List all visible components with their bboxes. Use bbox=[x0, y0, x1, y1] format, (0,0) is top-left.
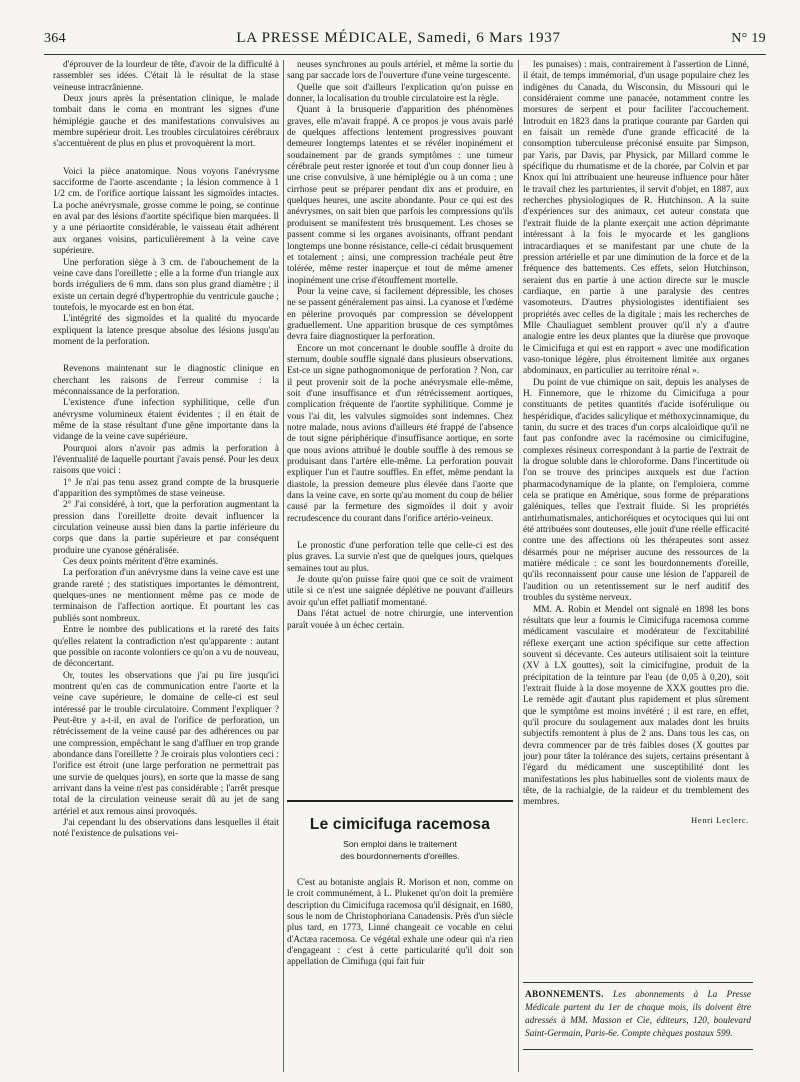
paragraph: La perforation d'un anévrysme dans la veine cave est une grande rareté ; des statistiques importantes le démontrent, quelques-unes ne mentionnent même pas ce mode de terminaison de l'affection aortique. Et pourtant les cas publiés sont nombreux. bbox=[53, 568, 279, 624]
paragraph: Voici la pièce anatomique. Nous voyons l'anévrysme sacciforme de l'aorte ascendante ; la lésion commence à 1 1/2 cm. de l'orifice aortique laissant les sigmoïdes intactes. La poche anévrysmale, grosse comme le poing, se continue en aval par des lésions d'aortite spécifique bien marquées. Il y a une périaortite considérable, le vaisseau était adhérent aux organes voisins, particulièrement à la veine cave supérieure. bbox=[53, 166, 279, 257]
paragraph: 2° J'ai considéré, à tort, que la perforation augmentant la pression dans l'oreillette droite devait influencer la circulation veineuse aussi bien dans la partie inférieure du corps que dans la partie supérieure et par conséquent produire une cyanose généralisée. bbox=[53, 500, 279, 556]
paragraph: Quelle que soit d'ailleurs l'explication qu'on puisse en donner, la localisation du trouble circulatoire est la règle. bbox=[287, 82, 513, 105]
paragraph: 1° Je n'ai pas tenu assez grand compte de la brusquerie d'apparition des symptômes de stase veineuse. bbox=[53, 477, 279, 500]
subscription-notice bbox=[523, 982, 753, 1050]
column-3 bbox=[523, 60, 749, 826]
issue-number: N° 19 bbox=[731, 31, 766, 46]
author-signature: Henri Leclerc. bbox=[690, 814, 749, 825]
column-divider-1 bbox=[283, 60, 284, 1072]
paragraph: Or, toutes les observations que j'ai pu lire jusqu'ici montrent qu'en cas de communication entre l'aorte et la veine cave supérieure, le domaine de celle-ci est seul intéressé par le trouble circulatoire. Comment l'expliquer ? Peut-être y a-t-il, en aval de l'orifice de perforation, un rétrécissement de la veine causé par des adhérences ou par une compression, empêchant le sang d'affluer en trop grande abondance dans l'oreillette ? Je croirais plus volontiers ceci : l'orifice est étroit (une large perforation ne permettrait pas une survie de quelques jours), en sorte que la masse de sang arrivant dans la veine n'est pas considérable ; l'arrêt presque total de la circulation veineuse serait dû au jet de sang artériel et aux remous ainsi provoqués. bbox=[53, 670, 279, 817]
article-subtitle-line-2: des bourdonnements d'oreilles. bbox=[340, 851, 460, 861]
article-subtitle-line-1: Son emploi dans le traitement bbox=[343, 839, 457, 849]
notice-lead: ABONNEMENTS. bbox=[525, 990, 604, 1000]
article-body bbox=[287, 878, 513, 969]
notice-text: Les abonnements à La Presse Médicale partent du 1er de chaque mois, ils doivent être adressés à MM. Masson et Cie, éditeurs, 120, boulevard Saint-Germain, Paris-6e. Compte chèques postaux 599. bbox=[525, 990, 751, 1039]
paragraph: MM. A. Robin et Mendel ont signalé en 1898 les bons résultats que leur a fournis le Cimicifuga racemosa comme médicament vasculaire et modérateur de l'excitabilité réflexe exerçant une action spécifique sur cette affection souvent si décevante. Ces auteurs utilisaient soit la teinture (XV à LX gouttes), soit la cimicifugine, produit de la précipitation de la teinture par l'eau (de 0,05 à 0,20), soit l'extrait fluide à la dose moyenne de XXX gouttes pro die. Le remède agit d'autant plus rapidement et plus sûrement que le symptôme est moins invétéré ; il est rare, en effet, qu'il procure du soulagement aux malades dont les bruits subjectifs remontent à plus de 2 ans. Dans tous les cas, on devra commencer par de très faibles doses (X gouttes par jour) pour tâter la tolérance des sujets, certains présentant à l'égard du médicament une susceptibilité dont les manifestations les plus habituelles sont de violents maux de tête, de la rachialgie, de la raideur et du tremblement des membres. bbox=[523, 604, 749, 808]
paragraph: Dans l'état actuel de notre chirurgie, une intervention paraît vouée à un échec certain. bbox=[287, 609, 513, 631]
paragraph: Le pronostic d'une perforation telle que celle-ci est des plus graves. La survie n'est que de quelques jours, quelques semaines tout au plus. bbox=[287, 541, 513, 574]
paragraph: Revenons maintenant sur le diagnostic clinique en cherchant les raisons de l'erreur commise : la méconnaissance de la perforation. bbox=[53, 364, 279, 397]
article-headline: Le cimicifuga racemosa bbox=[309, 816, 491, 833]
paragraph: J'ai cependant lu des observations dans lesquelles il était noté l'existence de pulsations vei- bbox=[53, 818, 279, 840]
paragraph: Encore un mot concernant le double souffle à droite du sternum, double souffle signalé dans plusieurs observations. Est-ce un signe pathognomonique de perforation ? Non, car il peut provenir soit de la poche anévrysmale elle-même, soit d'une insuffisance et d'un rétrécissement aortiques, complication fréquente de l'aortite syphilitique. Comme je vous l'ai dit, les valvules sigmoïdes sont indemnes. Chez notre malade, nous avions d'ailleurs été frappé de l'absence de tout signe périphérique d'insuffisance aortique, en sorte que nous avions attribué le double souffle à des remous se produisant dans l'artère elle-même. La perforation pouvait expliquer l'un et l'autre souffles. En effet, même pendant la diastole, la pression demeure plus élevée dans l'aorte que dans la veine cave, en sorte qu'au moment du coup de bélier causé par la fermeture des sigmoïdes il doit y avoir recrudescence du courant dans l'orifice artério-veineux. bbox=[287, 343, 513, 524]
page-header bbox=[44, 30, 766, 50]
article-subtitle bbox=[287, 838, 513, 862]
column-divider-2 bbox=[518, 60, 519, 1072]
column-2 bbox=[287, 60, 513, 632]
paragraph: Du point de vue chimique on sait, depuis les analyses de H. Finnemore, que le rhizome du Cimicifuga a pour constituants de petites quantités d'acide isoférulique ou hespéridique, d'acides salicylique et méthoxycinnamique, du tanin, du sucre et des traces d'un corps alcaloïdique qu'il ne faut pas confondre avec la racémosine ou cimicifugine, complexes résineux correspondant à la partie de l'extrait de la drogue soluble dans le chloroforme. Dans l'incertitude où l'on se trouve des principes auxquels est due l'action pharmacodynamique de la plante, on l'emploiera, comme cela se pratique en Amérique, sous forme de préparations galéniques, telles que l'extrait fluide. Si les propriétés antirhumatismales, antichoréiques et ocytociques qui lui ont été attribuées sont douteuses, elle jouit d'une réelle efficacité contre une des affections où les thérapeutes sont assez désarmés pour ne mépriser aucune des ressources de la matière médicale : ce sont les bourdonnements d'oreille, qu'ils reconnaissent pour cause une lésion de l'appareil de l'audition ou un retentissement sur le nerf auditif des troubles du système nerveux. bbox=[523, 377, 749, 604]
paragraph: Deux jours après la présentation clinique, le malade tombait dans le coma en montrant les signes d'une hémiplégie gauche et des manifestations convulsives au membre supérieur droit. Les troubles circulatoires cérébraux s'accentuèrent de plus en plus et provoquèrent la mort. bbox=[53, 94, 279, 150]
paragraph: L'intégrité des sigmoïdes et la qualité du myocarde expliquent la latence presque absolue des lésions jusqu'au moment de la perforation. bbox=[53, 314, 279, 347]
paragraph: d'éprouver de la lourdeur de tête, d'avoir de la difficulté à rassembler ses idées. C'était là le résultat de la stase veineuse intracrânienne. bbox=[53, 60, 279, 93]
journal-title: LA PRESSE MÉDICALE, Samedi, 6 Mars 1937 bbox=[236, 30, 561, 46]
header-rule bbox=[44, 54, 766, 55]
paragraph: Entre le nombre des publications et la rareté des faits qu'elles relatent la contradiction n'est qu'apparente : autant que possible on raconte volontiers ce qu'on a vu de nouveau, de déconcertant. bbox=[53, 625, 279, 670]
paragraph: Pour la veine cave, si facilement dépressible, les choses ne se passent généralement pas ainsi. La cyanose et l'œdème en pèlerine provoqués par compression se développent graduellement. Une apparition brusque de ces symptômes devra faire diagnostiquer la perforation. bbox=[287, 286, 513, 343]
column-1 bbox=[53, 60, 279, 841]
article-cimicifuga bbox=[287, 800, 513, 969]
paragraph: Pourquoi alors n'avoir pas admis la perforation à l'éventualité de laquelle pourtant j'avais pensé. Pour les deux raisons que voici : bbox=[53, 443, 279, 477]
paragraph: Je doute qu'on puisse faire quoi que ce soit de vraiment utile si ce n'est une saignée déplétive ne pouvant d'ailleurs avoir qu'un effet palliatif momentané. bbox=[287, 575, 513, 608]
paragraph: L'existence d'une infection syphilitique, celle d'un anévrysme volumineux étaient évidentes ; il en était de même de la stase résultant d'une gêne importante dans la vidange de la veine cave supérieure. bbox=[53, 398, 279, 443]
paragraph: Une perforation siège à 3 cm. de l'abouchement de la veine cave dans l'oreillette ; elle a la forme d'un triangle aux bords irréguliers de 6 mm. dans son plus grand diamètre ; il existe un certain degré d'hypertrophie du ventricule gauche ; toutefois, le myocarde est en bon état. bbox=[53, 257, 279, 313]
paragraph: C'est au botaniste anglais R. Morison et non, comme on le croit communément, à L. Plukenet qu'on doit la première description du Cimicifuga racemosa qu'il désignait, en 1680, sous le nom de Christophoriana Canadensis. Près d'un siècle plus tard, en 1773, Linné changeait ce vocable en celui d'Actæa racemosa. Ce végétal exhale une odeur qui n'a rien d'engageant : c'est à cette particularité qu'il doit son appellation de Cimifuga (qui fait fuir bbox=[287, 878, 513, 968]
paragraph: Quant à la brusquerie d'apparition des phénomènes graves, elle m'avait frappé. A ce propos je vous avais parlé de quelques affections lentement progressives pouvant demeurer longtemps latentes et se révéler inopinément et soudainement par de grands symptômes : une tumeur cérébrale peut rester ignorée et tout d'un coup donner lieu à une crise convulsive, à une hémiplégie ou à un coma ; une cirrhose peut se préparer pendant dix ans et produire, en quelques heures, une ascite abondante. Pour ce qui est des anévrysmes, on sait bien que parfois les compressions qu'ils produisent se manifestent très brusquement. Les choses se passent comme si les organes avoisinants, offrant pendant longtemps une bonne résistance, celle-ci cédait brusquement et totalement ; ainsi, une compression trachéale peut être tolérée, même rester inaperçue et tout de même amener inopinément une crise d'étouffement mortelle. bbox=[287, 105, 513, 286]
paragraph: neuses synchrones au pouls artériel, et même la sortie du sang par saccade lors de l'ouverture d'une veine turgescente. bbox=[287, 60, 513, 82]
paragraph: Ces deux points méritent d'être examinés. bbox=[63, 557, 219, 568]
page-number: 364 bbox=[44, 31, 66, 46]
paragraph: les punaises) : mais, contrairement à l'assertion de Linné, il était, de temps immémorial, d'un usage populaire chez les indigènes du Canada, du Wisconsin, du Missouri qui le considéraient comme une panacée, notamment contre les morsures de serpent et pour faciliter l'accouchement. Introduit en 1823 dans la pratique courante par Garden qui en faisait un remède d'une grande efficacité de la consomption tuberculeuse préconisé ensuite par Simpson, par Yaris, par Davis, par Physick, par Millard comme le spécifique du rhumatisme et de la chorée, par Colvin et par Knox qui lui attribuaient une heureuse influence pour hâter le travail chez les parturientes, il servit d'objet, en 1887, aux recherches physiologiques de R. Hutchinson. A la suite d'expériences sur des animaux, cet auteur constata que l'extrait fluide de la plante exerçait une action déprimante intéressant à la fois le myocarde et les ganglions intracardiaques et se manifestant par une chute de la pression artérielle et par une diminution de la force et de la fréquence des battements. Ces effets, selon Hutchinson, seraient dus en partie à une action directe sur le muscle cardiaque, en partie à une paralysie des centres vasomoteurs. D'autres physiologistes identifiaient ses propriétés avec celles de la digitale ; mais les recherches de Mlle Chauliaguet semblent prouver qu'il n'y a d'autre analogie entre les deux plantes que la diurèse que provoque le Cimicifuga et qui est en rapport « avec une modification vaso-tonique légère, plus étroitement limitée aux organes abdominaux, en particulier au territoire rénal ». bbox=[523, 60, 749, 377]
